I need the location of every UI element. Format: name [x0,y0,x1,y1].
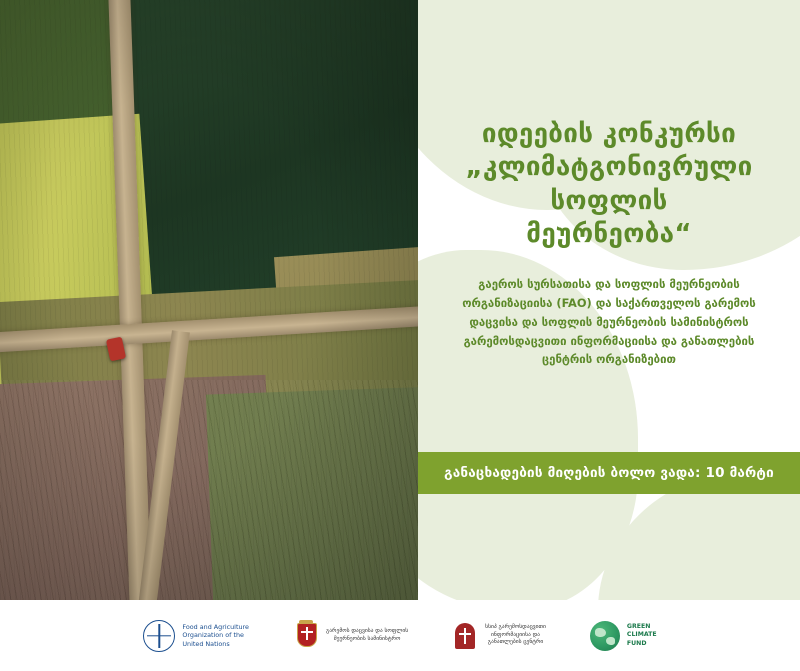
poster-title [436,0,782,251]
subtitle-line-5: ცენტრის ორგანიზებით [542,352,676,367]
title-line-1: იდეების კონკურსი [481,119,737,149]
georgia-coat-of-arms-icon [293,620,319,652]
gcf-line-3: FUND [626,639,647,647]
logo-ministry [293,620,408,652]
text-panel [418,0,800,600]
aerial-farmland-photo [0,0,418,600]
subtitle-line-3: დაცვისა და სოფლის მეურნეობის სამინისტროს [469,314,749,329]
info-center-line-1: სსიპ გარემოსდაცვითი [485,624,546,631]
subtitle-line-2: ორგანიზაციისა (FAO) და საქართველოს გარემოს [462,295,756,310]
info-center-line-2: ინფორმაციისა და [491,631,541,638]
deadline-banner [418,452,800,494]
fao-line-1: Food and Agriculture [182,622,249,631]
title-line-2: „კლიმატგონივრული [465,152,753,183]
info-center-line-3: განათლების ცენტრი [487,639,544,646]
deadline-text: განაცხადების მიღების ბოლო ვადა: 10 მარტი [444,465,774,481]
info-center-logo-text [485,624,546,647]
ministry-line-2: მეურნეობის სამინისტრო [333,635,401,642]
fao-logo-text [182,623,249,649]
gcf-line-2: CLIMATE [626,631,657,639]
green-climate-fund-icon [590,621,620,651]
gcf-line-1: GREEN [626,622,651,630]
subtitle-line-1: გაეროს სურსათისა და სოფლის მეურნეობის [478,277,740,292]
photo-vignette [0,0,418,600]
fao-emblem-icon [143,620,175,652]
ministry-line-1: გარემოს დაცვისა და სოფლის [325,627,409,634]
logo-gcf [590,621,657,651]
fao-line-2: Organization of the [182,631,244,640]
environmental-info-center-icon [452,621,478,651]
logo-bar [0,600,800,671]
coat-of-arms-shield [297,623,317,647]
title-line-3: სოფლის [550,185,668,216]
logo-info-center [452,621,546,651]
logo-fao [143,620,249,652]
poster-subtitle [444,275,774,369]
title-line-4: მეურნეობა“ [526,218,692,249]
fao-line-3: United Nations [182,639,230,648]
subtitle-line-4: გარემოსდაცვითი ინფორმაციისა და განათლების [463,333,755,348]
gcf-logo-text [627,623,657,648]
ministry-logo-text [326,628,408,643]
info-center-emblem-shape [455,623,475,649]
